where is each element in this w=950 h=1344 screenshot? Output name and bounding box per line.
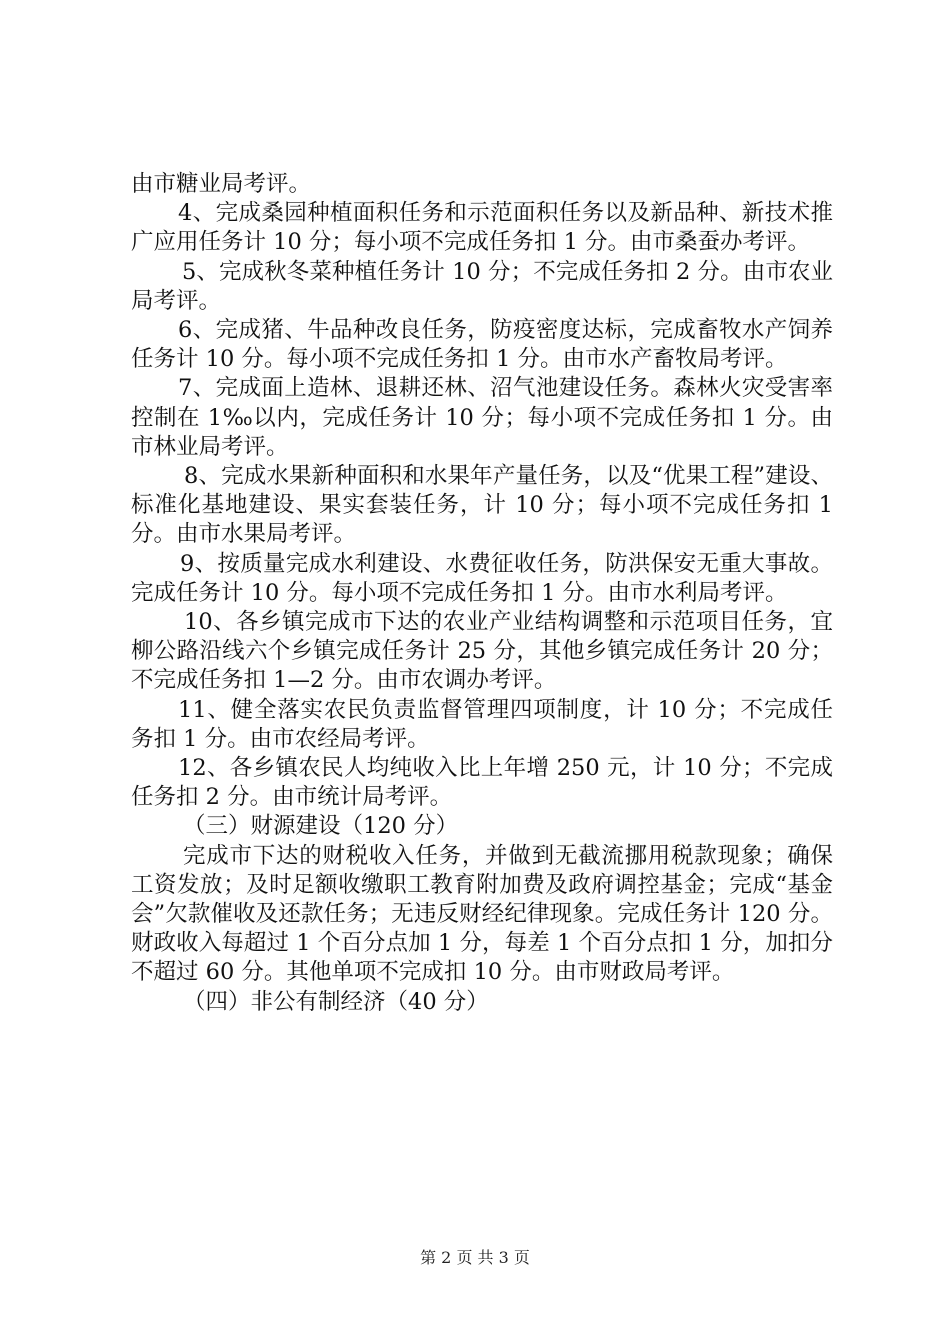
item-5: 5、完成秋冬菜种植任务计 10 分；不完成任务扣 2 分。由市农业局考评。: [131, 258, 833, 314]
item-6: 6、完成猪、牛品种改良任务，防疫密度达标，完成畜牧水产饲养任务计 10 分。每小项不完成任务扣 1 分。由市水产畜牧局考评。: [131, 317, 833, 373]
section-heading-finance: （三）财源建设（120 分）: [183, 813, 459, 840]
section-heading-nonpublic: （四）非公有制经济（40 分）: [183, 988, 489, 1015]
item-12: 12、各乡镇农民人均纯收入比上年增 250 元，计 10 分；不完成任务扣 2 分。由市统计局考评。: [131, 755, 833, 811]
document-body: [131, 170, 833, 1017]
item-11: 11、健全落实农民负责监督管理四项制度，计 10 分；不完成任务扣 1 分。由市农经局考评。: [131, 696, 833, 752]
item-7: 7、完成面上造林、退耕还林、沼气池建设任务。森林火灾受害率控制在 1‰以内，完成任务计 10 分；每小项不完成任务扣 1 分。由市林业局考评。: [131, 375, 833, 460]
item-10: 10、各乡镇完成市下达的农业产业结构调整和示范项目任务，宜柳公路沿线六个乡镇完成任务计 25 分，其他乡镇完成任务计 20 分；不完成任务扣 1—2 分。由市农调办考评。: [131, 609, 833, 694]
item-9: 9、按质量完成水利建设、水费征收任务，防洪保安无重大事故。完成任务计 10 分。每小项不完成任务扣 1 分。由市水利局考评。: [131, 550, 833, 606]
paragraph-finance: 完成市下达的财税收入任务，并做到无截流挪用税款现象；确保工资发放；及时足额收缴职工教育附加费及政府调控基金；完成“基金会”欠款催收及还款任务；无违反财经纪律现象。完成任务计 120 分。财政收入每超过 1 个百分点加 1 分，每差 1 个百分点扣 1 分，加扣分不超过 60 分。其他单项不完成扣 10 分。由市财政局考评。: [131, 842, 833, 986]
item-8: 8、完成水果新种面积和水果年产量任务，以及“优果工程”建设、标准化基地建设、果实套装任务，计 10 分；每小项不完成任务扣 1 分。由市水果局考评。: [131, 463, 833, 548]
paragraph-continuation: 由市糖业局考评。: [131, 171, 312, 197]
page-footer: 第 2 页 共 3 页: [420, 1248, 530, 1267]
item-4: 4、完成桑园种植面积任务和示范面积任务以及新品种、新技术推广应用任务计 10 分；每小项不完成任务扣 1 分。由市桑蚕办考评。: [131, 200, 833, 256]
